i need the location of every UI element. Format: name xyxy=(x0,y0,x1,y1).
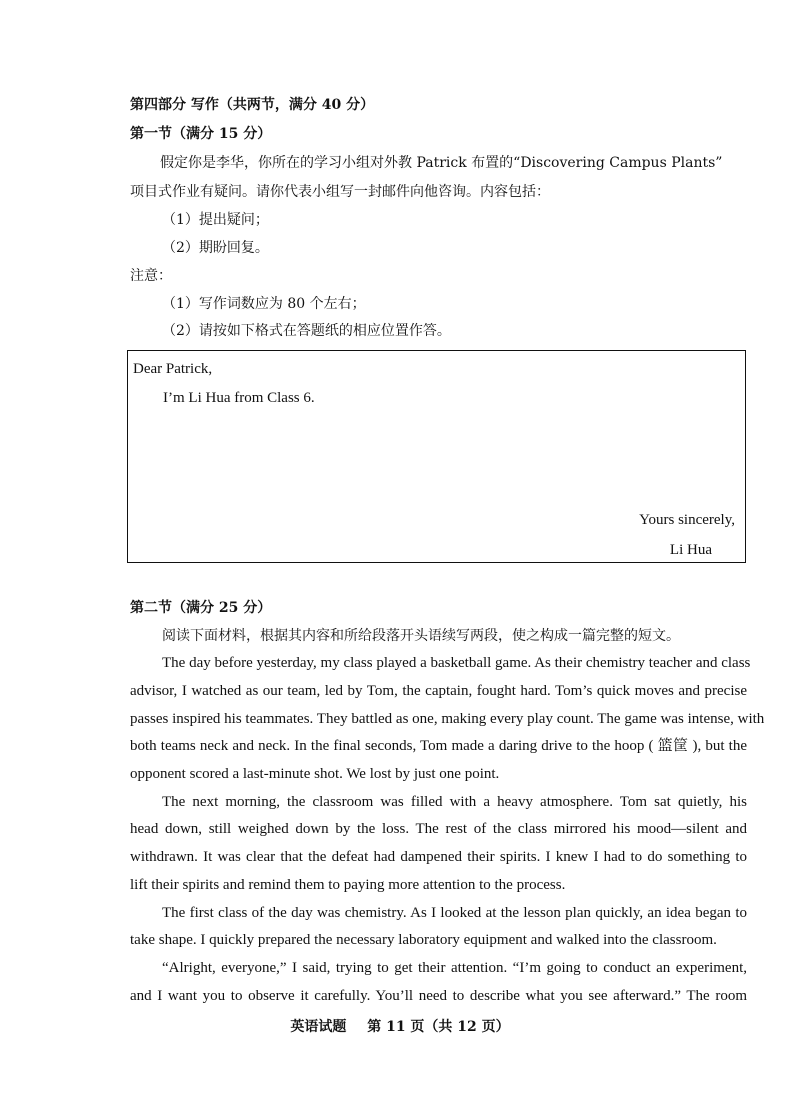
passage-line: opponent scored a last-minute shot. We lost by just one point. xyxy=(130,766,500,782)
passage-line: The first class of the day was chemistry. As I looked at the lesson plan quickly, an idea began to xyxy=(162,905,747,921)
passage-line: The day before yesterday, my class played a basketball game. As their chemistry teacher and class xyxy=(162,655,751,671)
letter-opening: I’m Li Hua from Class 6. xyxy=(163,390,315,406)
passage-line: and I want you to observe it carefully. You’ll need to describe what you see afterward.” The room xyxy=(130,988,747,1004)
notes-item: （1）写作词数应为 80 个左右； xyxy=(162,296,366,312)
passage-line: advisor, I watched as our team, led by Tom, the captain, fought hard. Tom’s quick moves and precise xyxy=(130,683,747,699)
letter-signature: Li Hua xyxy=(669,542,712,558)
passage-line: head down, still weighed down by the loss. The rest of the class mirrored his mood—silent and xyxy=(130,821,747,837)
passage-line: The next morning, the classroom was filled with a heavy atmosphere. Tom sat quietly, his xyxy=(162,794,747,810)
passage-line: “Alright, everyone,” I said, trying to get their attention. “I’m going to conduct an experiment, xyxy=(162,960,747,976)
letter-answer-box xyxy=(127,350,746,563)
section2-instruction: 阅读下面材料，根据其内容和所给段落开头语续写两段，使之构成一篇完整的短文。 xyxy=(162,628,680,644)
prompt-line-1: 假定你是李华，你所在的学习小组对外教 Patrick 布置的“Discovering Campus Plants” xyxy=(160,155,723,171)
passage-line: both teams neck and neck. In the final seconds, Tom made a daring drive to the hoop ( 篮筐 ), but the xyxy=(130,738,747,754)
passage-line: withdrawn. It was clear that the defeat had dampened their spirits. I knew I had to do something to xyxy=(130,849,747,865)
footer-subject: 英语试题 xyxy=(290,1019,347,1035)
passage-line: lift their spirits and remind them to paying more attention to the process. xyxy=(130,877,566,893)
passage-line: take shape. I quickly prepared the necessary laboratory equipment and walked into the classroom. xyxy=(130,932,717,948)
section2-title: 第二节（满分 25 分） xyxy=(130,600,272,616)
content-item: （2）期盼回复。 xyxy=(162,240,269,256)
footer-page-number: 第 11 页（共 12 页） xyxy=(367,1019,510,1035)
notes-title: 注意： xyxy=(130,268,172,284)
letter-greeting: Dear Patrick, xyxy=(133,361,213,377)
page-footer xyxy=(0,1016,800,1036)
letter-closing: Yours sincerely, xyxy=(639,512,735,528)
notes-item: （2）请按如下格式在答题纸的相应位置作答。 xyxy=(162,323,451,339)
passage-line: passes inspired his teammates. They battled as one, making every play count. The game was intense, with xyxy=(130,711,765,727)
content-item: （1）提出疑问； xyxy=(162,212,269,228)
section1-title: 第一节（满分 15 分） xyxy=(130,126,272,142)
prompt-line-2: 项目式作业有疑问。请你代表小组写一封邮件向他咨询。内容包括： xyxy=(130,184,550,200)
part4-title: 第四部分 写作（共两节，满分 40 分） xyxy=(130,97,375,113)
